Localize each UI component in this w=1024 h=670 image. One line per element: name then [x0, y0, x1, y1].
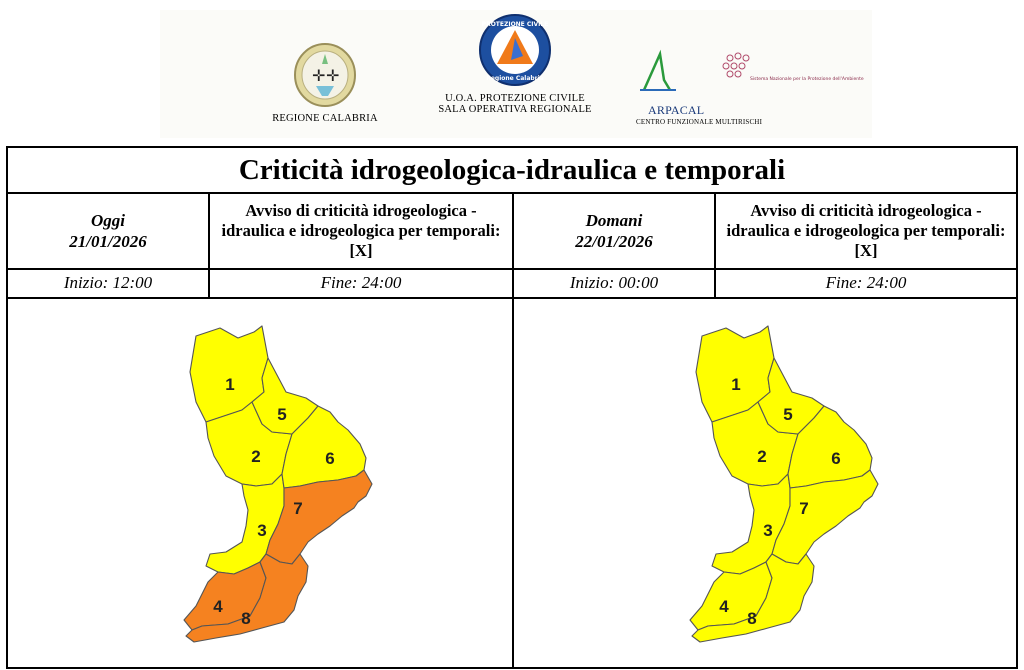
protezione-civile-logo	[425, 12, 605, 115]
pc-ring-text: PROTEZIONE CIVILE	[481, 21, 549, 28]
svg-text:✛: ✛	[326, 66, 340, 85]
right-zone-label-2: 2	[757, 447, 767, 466]
right-zone-label-3: 3	[763, 521, 773, 540]
today-end: Fine: 24:00	[320, 273, 402, 292]
arpacal-sub: CENTRO FUNZIONALE MULTIRISCHI	[636, 118, 763, 126]
today-map	[168, 306, 398, 666]
right-zone-label-1: 1	[731, 375, 741, 394]
tomorrow-end: Fine: 24:00	[825, 273, 907, 292]
left-zone-label-4: 4	[213, 597, 223, 616]
tomorrow-label: Domani	[585, 211, 643, 230]
today-avviso: Avviso di criticità idrogeologica - idraulica e idrogeologica per temporali: [X]	[221, 201, 501, 260]
pc-ring-bottom: Regione Calabria	[486, 75, 544, 82]
left-zone-label-8: 8	[241, 609, 251, 628]
regione-calabria-logo	[260, 42, 390, 124]
calabria-label: REGIONE CALABRIA	[272, 113, 378, 124]
tomorrow-start: Inizio: 00:00	[569, 273, 659, 292]
snpa-text: Sistema Nazionale per la Protezione dell'Ambiente	[750, 77, 864, 82]
tomorrow-date: 22/01/2026	[575, 232, 653, 251]
right-zone-label-7: 7	[799, 499, 809, 518]
today-cell	[8, 194, 208, 268]
bulletin-table	[6, 146, 1018, 669]
arpacal-name: ARPACAL	[648, 103, 705, 117]
left-zone-label-3: 3	[257, 521, 267, 540]
today-start: Inizio: 12:00	[63, 273, 153, 292]
pc-line1: U.O.A. PROTEZIONE CIVILE	[445, 93, 585, 104]
left-zone-label-1: 1	[225, 375, 235, 394]
today-date: 21/01/2026	[69, 232, 147, 251]
pc-line2: SALA OPERATIVA REGIONALE	[438, 104, 592, 115]
left-zone-label-2: 2	[251, 447, 261, 466]
tomorrow-avviso: Avviso di criticità idrogeologica - idraulica e idrogeologica per temporali: [X]	[726, 201, 1006, 260]
right-zone-label-8: 8	[747, 609, 757, 628]
tomorrow-cell	[514, 194, 714, 268]
left-zone-label-5: 5	[277, 405, 287, 424]
bulletin-title: Criticità idrogeologica-idraulica e temporali	[238, 153, 786, 186]
calabria-crest-icon	[290, 42, 360, 108]
tomorrow-map	[674, 306, 904, 666]
header-logos	[160, 10, 872, 138]
arpacal-logo	[630, 50, 864, 126]
left-zone-label-7: 7	[293, 499, 303, 518]
svg-text:✛: ✛	[312, 66, 326, 85]
arpacal-emblem-icon	[630, 50, 864, 98]
right-zone-label-4: 4	[719, 597, 729, 616]
right-zone-label-5: 5	[783, 405, 793, 424]
left-zone-label-6: 6	[325, 449, 335, 468]
protezione-civile-emblem-icon	[475, 12, 555, 88]
today-label: Oggi	[91, 211, 125, 230]
right-zone-label-6: 6	[831, 449, 841, 468]
